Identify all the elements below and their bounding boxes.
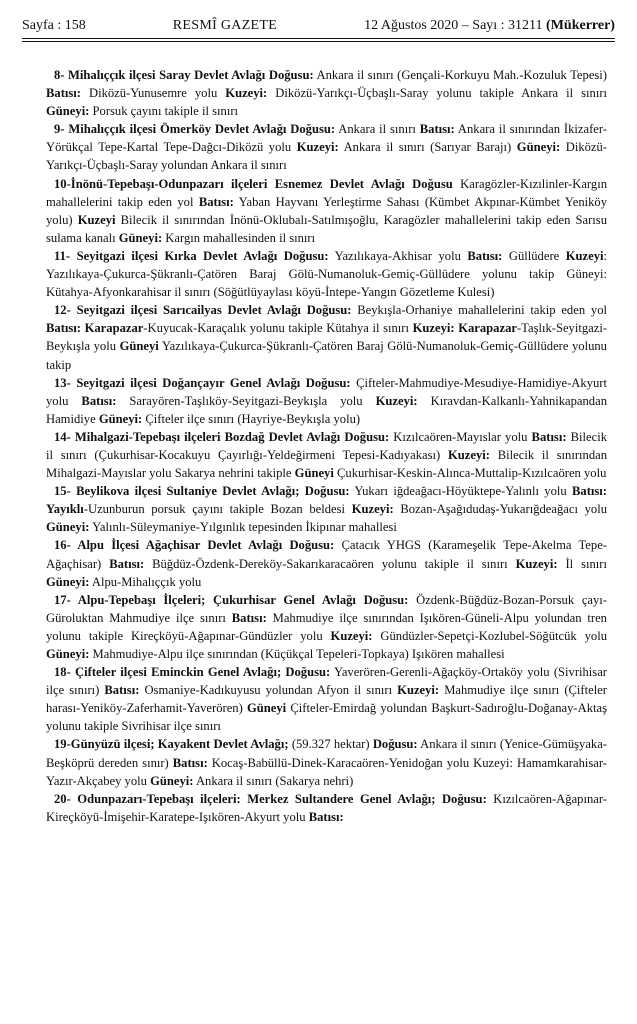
bold-run: Batısı:	[46, 86, 81, 101]
text-run: Yazılıkaya-Akhisar yolu	[328, 248, 468, 263]
text-run: (59.327 hektar)	[288, 737, 373, 752]
text-run: Ankara il sınırı (Yenice-Gümüşyaka-Beşköprü dereden sınır)	[46, 737, 608, 770]
text-run: Yalınlı-Süleymaniye-Yılgınlık tepesinden İkipınar mahallesi	[89, 520, 397, 535]
bold-run: 9- Mihalıççık ilçesi Ömerköy Devlet Avlağı Doğusu:	[54, 122, 336, 137]
text-run: Özdenk-Büğdüz-Bozan-Porsuk çayı-Güroluktan Mahmudiye ilçe sınırı	[46, 592, 607, 625]
text-run: Karagözler-Kızılinler-Kargın mahallelerini takip eden yol	[46, 176, 607, 209]
text-run: Mahmudiye ilçe sınırı (Çifteler harası-Yeniköy-Zaferhamit-Yaverören)	[46, 683, 607, 716]
bold-run: 12- Seyitgazi ilçesi Sarıcailyas Devlet Avlağı Doğusu:	[54, 303, 352, 318]
bold-run: Batısı: Karapazar	[46, 321, 144, 336]
bold-run: Batısı:	[231, 610, 267, 625]
bold-run: 13- Seyitgazi ilçesi Doğançayır Genel Avlağı Doğusu:	[54, 375, 351, 390]
bold-run: Kuzeyi	[565, 248, 604, 263]
text-run: Kızılcaören-Mayıslar yolu	[389, 429, 532, 444]
article-paragraph	[46, 374, 607, 428]
article-paragraph	[46, 735, 607, 789]
text-run: : Yazılıkaya-Çukurca-Şükranlı-Çatören Baraj Gölü-Numanoluk-Gemiç-Güllüdere yolunu takip	[46, 248, 608, 282]
page-header	[22, 12, 615, 34]
text-run: Yazılıkaya-Çukurca-Şükranlı-Çatören Baraj Gölü-Numanoluk-Gemiç-Güllüdere yolunu takip	[46, 339, 607, 372]
article-paragraph	[46, 247, 607, 301]
bold-run: Kuzeyi:	[397, 683, 440, 698]
text-run: -Taşlık-Seyitgazi-Beykışla yolu	[46, 321, 608, 354]
text-run: Gündüzler-Sepetçi-Kozlubel-Söğütcük yolu	[372, 628, 607, 643]
bold-run: Kuzeyi:	[296, 140, 339, 155]
bold-run: Kuzeyi:	[330, 628, 373, 643]
issue-date-number: 12 Ağustos 2020 – Sayı : 31211	[364, 18, 543, 33]
bold-run: 10-İnönü-Tepebaşı-Odunpazarı ilçeleri Esnemez Devlet Avlağı Doğusu	[54, 176, 453, 191]
header-rule	[22, 38, 615, 42]
article-paragraph	[46, 790, 607, 826]
issue-info	[364, 18, 615, 34]
bold-run: Batısı:	[198, 194, 234, 209]
article-paragraph	[46, 66, 607, 120]
bold-run: Batısı:	[81, 393, 117, 408]
bold-run: Güneyi:	[46, 574, 90, 589]
text-run: Mahmudiye-Alpu ilçe sınırından (Küçükçal Tepeleri-Topkaya) Işıkören mahallesi	[89, 647, 505, 661]
article-paragraph	[46, 175, 607, 247]
article-paragraph	[46, 120, 607, 174]
bold-run: 8- Mihalıççık ilçesi Saray Devlet Avlağı Doğusu:	[54, 68, 314, 82]
text-run: Ankara il sınırı	[335, 122, 420, 137]
text-run: İl sınırı	[557, 556, 607, 571]
bold-run: Güneyi:	[46, 647, 90, 661]
text-run: Bilecik il sınırından Mihalgazi-Mayıslar yolu Sakarya nehrini takiple	[46, 447, 608, 481]
bold-run: Kuzeyi: Karapazar	[412, 321, 517, 336]
text-run: Güllüdere	[502, 248, 566, 263]
article-paragraph	[46, 482, 607, 536]
text-run: Yaverören-Gerenli-Ağaçköy-Ortaköy yolu (Sivrihisar ilçe sınırı)	[46, 665, 607, 698]
text-run: -Uzunburun porsuk çayını takiple Bozan beldesi	[83, 502, 352, 517]
bold-run: Güneyi:	[150, 773, 194, 788]
article-paragraph	[46, 663, 607, 735]
bold-run: Kuzeyi:	[448, 447, 490, 462]
article-paragraph	[46, 536, 607, 590]
text-run: Çifteler-Emirdağ yolundan Başkurt-Sadıroğlu-Doğanay-Aktaş yolunu takiple Sivrihisar ilçe sınırı	[46, 701, 607, 734]
text-run: Çifteler ilçe sınırı (Hayriye-Beykışla yolu)	[142, 411, 361, 426]
text-run: Güneyi: Kütahya-Afyonkarahisar il sınırı (Söğütlüyaylası köyü-İntepe-Yangın Gözetleme Kulesi)	[46, 267, 607, 300]
text-run: Ankara il sınırı (Sakarya nehri)	[193, 773, 354, 788]
bold-run: Kuzeyi:	[225, 86, 268, 101]
bold-run: Batısı:	[308, 809, 344, 824]
text-run: Mahmudiye ilçe sınırından Işıkören-Güneli-Alpu yolundan tren yolunu takiple Kireçköyü-Ağapınar-Gündüzler yolu	[46, 610, 607, 643]
text-run: Kızılcaören-Ağapınar-Kireçköyü-İmişehir-Karatepe-Işıkören-Akyurt yolu	[46, 791, 607, 824]
bold-run: 19-Günyüzü ilçesi; Kayakent Devlet Avlağı;	[54, 737, 289, 752]
bold-run: Güneyi	[294, 466, 334, 481]
text-run: Diközü-Yarıkçı-Üçbaşlı-Saray yolunu takiple Ankara il sınırı	[267, 86, 608, 101]
text-run: Ankara il sınırı (Gençali-Korkuyu Mah.-Kozuluk Tepesi)	[313, 68, 608, 82]
bold-run: Batısı: Yayıklı	[46, 484, 607, 517]
bold-run: Batısı:	[531, 429, 567, 444]
bold-run: 14- Mihalgazi-Tepebaşı ilçeleri Bozdağ Devlet Avlağı Doğusu:	[54, 429, 390, 444]
bold-run: Batısı:	[467, 248, 503, 263]
bold-run: Batısı:	[419, 122, 455, 137]
text-run: Porsuk çayını takiple il sınırı	[89, 104, 239, 119]
text-run: Büğdüz-Özdenk-Dereköy-Sakarıkaracaören yolunu takiple il sınırı	[144, 556, 516, 571]
text-run: Osmaniye-Kadıkuyusu yolundan Afyon il sınırı	[139, 683, 398, 698]
bold-run: Kuzeyi:	[515, 556, 558, 571]
text-run: Yukarı iğdeağacı-Höyüktepe-Yalınlı yolu	[349, 484, 573, 499]
text-run: Alpu-Mihalıççık yolu	[89, 574, 202, 589]
text-run: Diközü-Yunusemre yolu	[80, 86, 226, 101]
bold-run: Batısı:	[104, 683, 140, 698]
bold-run: 15- Beylikova ilçesi Sultaniye Devlet Avlağı; Doğusu:	[54, 484, 350, 499]
bold-run: Güneyi:	[98, 411, 143, 426]
text-run: Ankara il sınırından İkizafer-Yörükçal Tepe-Kartal Tepe-Dağcı-Diközü yolu	[46, 122, 607, 155]
bold-run: Güneyi	[246, 701, 287, 716]
bold-run: Kuzeyi:	[375, 393, 418, 408]
text-run: -Kuyucak-Karaçalık yolunu takiple Kütahya il sınırı	[143, 321, 413, 336]
text-run: Kargın mahallesinden il sınırı	[162, 230, 316, 245]
text-run: Bozan-Aşağıdudaş-Yukarığdeağacı yolu	[393, 502, 607, 517]
bold-run: 11- Seyitgazi ilçesi Kırka Devlet Avlağı Doğusu:	[54, 248, 329, 263]
bold-run: Batısı:	[109, 556, 145, 571]
text-run: Yaban Hayvanı Yerleştirme Sahası (Kümbet Akpınar-Kümbet Yeniköy yolu)	[46, 194, 608, 227]
bold-run: 18- Çifteler ilçesi Eminckin Genel Avlağı; Doğusu:	[54, 665, 331, 680]
bold-run: Doğusu:	[372, 737, 418, 752]
document-body	[46, 66, 607, 826]
issue-special-tag: (Mükerrer)	[546, 18, 615, 33]
text-run: Çukurhisar-Keskin-Alınca-Muttalip-Kızılcaören yolu	[333, 466, 607, 481]
text-run: Çifteler-Mahmudiye-Mesudiye-Hamidiye-Akyurt yolu	[46, 375, 607, 408]
text-run: Çatacık YHGS (Karameşelik Tepe-Akelma Tepe-Ağaçhisar)	[46, 538, 607, 571]
bold-run: Batısı:	[172, 755, 208, 770]
text-run: Bilecik il sınırından İnönü-Oklubalı-Satılmışoğlu, Karagözler mahallelerini takip eden Sarısu sulama kanalı	[46, 212, 607, 245]
text-run: Sarayören-Taşlıköy-Seyitgazi-Beykışla yolu	[116, 393, 376, 408]
bold-run: 17- Alpu-Tepebaşı İlçeleri; Çukurhisar Genel Avlağı Doğusu:	[54, 592, 409, 607]
bold-run: Güneyi	[119, 339, 159, 354]
page-number: Sayfa : 158	[22, 18, 86, 33]
bold-run: Kuzeyi:	[351, 502, 394, 517]
bold-run: Güneyi:	[516, 140, 561, 155]
bold-run: Güneyi:	[46, 520, 90, 535]
bold-run: Kuzeyi	[77, 212, 116, 227]
article-paragraph	[46, 301, 607, 373]
text-run: Kocaş-Babüllü-Dinek-Karacaören-Yenidoğan yolu Kuzeyi: Hamamkarahisar-Yazır-Akçabey yolu	[46, 755, 607, 788]
text-run: Bilecik il sınırı (Çukurhisar-Kocakuyu Çayırlığı-Yeldeğirmeni Tepesi-Kadıyakası)	[46, 429, 607, 462]
article-paragraph	[46, 428, 607, 482]
bold-run: Güneyi:	[46, 104, 90, 119]
text-run: Diközü-Yarıkçı-Üçbaşlı-Saray yolundan Ankara il sınırı	[46, 140, 608, 173]
bold-run: 16- Alpu İlçesi Ağaçhisar Devlet Avlağı Doğusu:	[54, 538, 335, 553]
bold-run: Güneyi:	[118, 230, 163, 245]
text-run: Ankara il sınırı (Sarıyar Barajı)	[338, 140, 517, 155]
text-run: Beykışla-Orhaniye mahallelerini takip eden yol	[351, 303, 607, 318]
text-run: Kıravdan-Kalkanlı-Yahnikapandan Hamidiye	[46, 393, 607, 426]
bold-run: 20- Odunpazarı-Tepebaşı ilçeleri: Merkez Sultandere Genel Avlağı; Doğusu:	[54, 791, 487, 806]
article-paragraph	[46, 591, 607, 663]
gazette-title: RESMÎ GAZETE	[172, 18, 278, 33]
